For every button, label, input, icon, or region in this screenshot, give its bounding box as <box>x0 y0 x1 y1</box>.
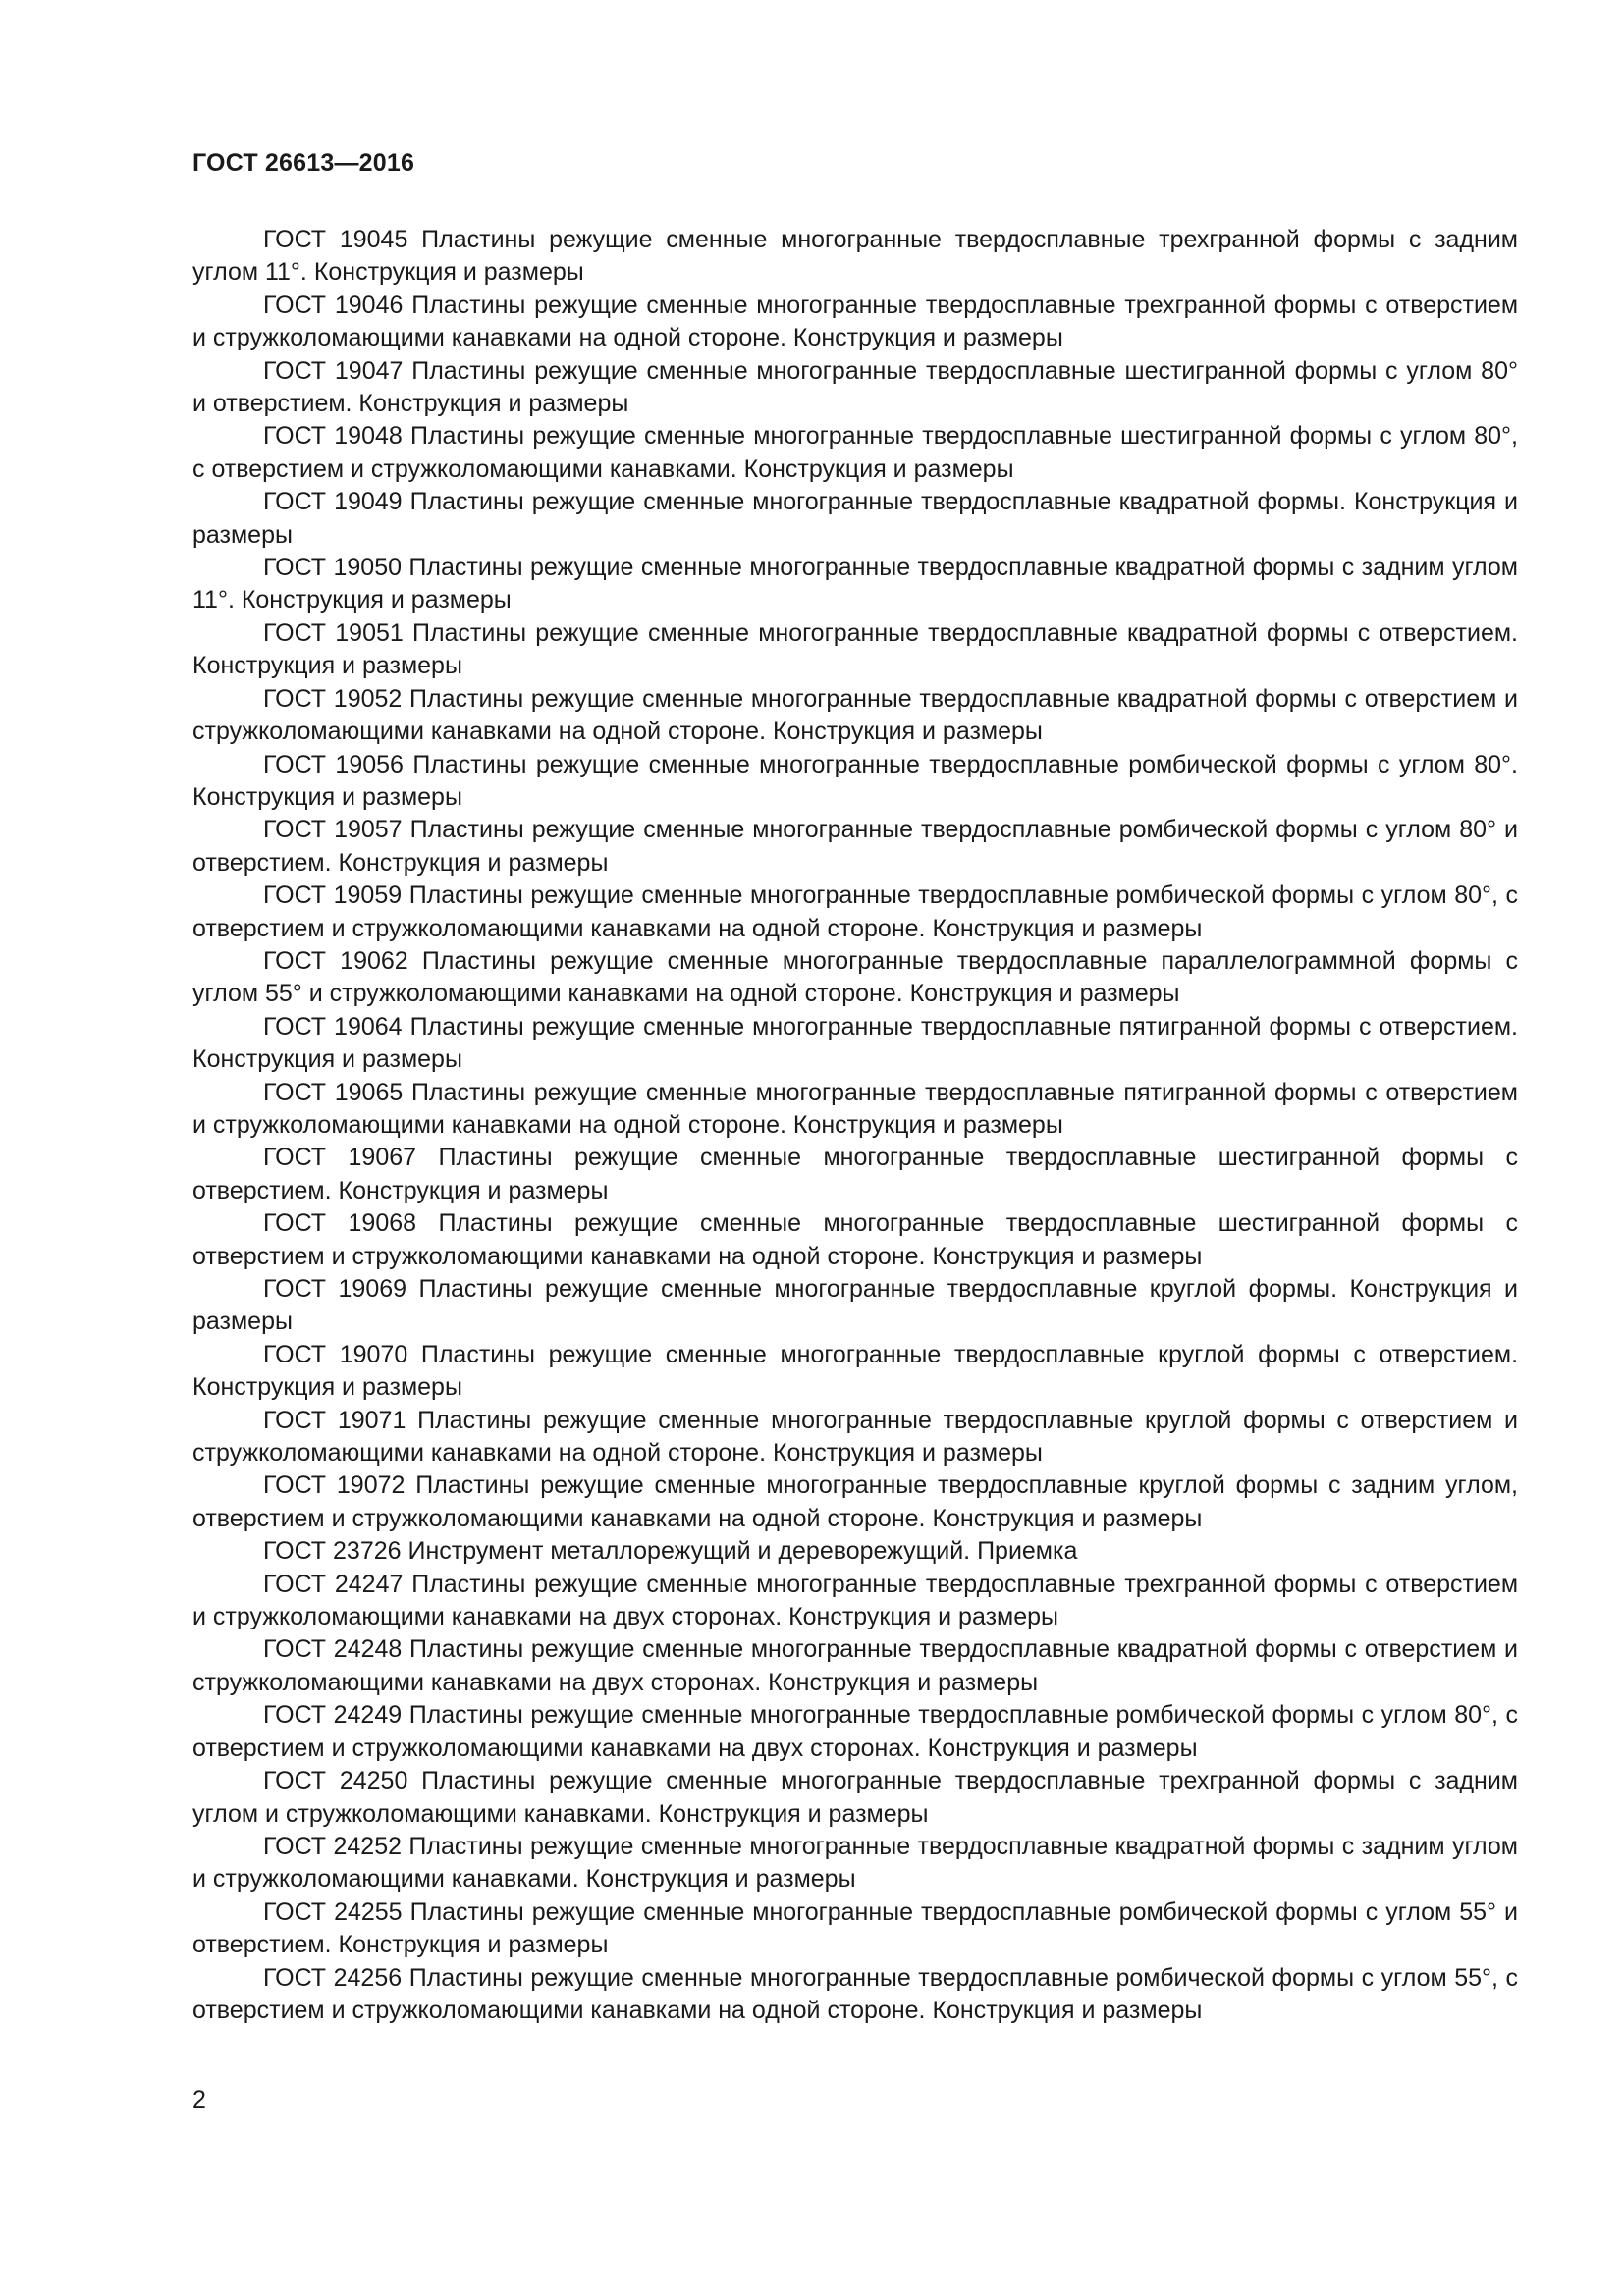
reference-code: ГОСТ 19064 <box>263 1012 403 1041</box>
reference-code: ГОСТ 19062 <box>263 946 408 975</box>
document-header: ГОСТ 26613—2016 <box>192 149 415 177</box>
reference-title: Пластины режущие сменные многогранные твердосплавные круглой формы. Конструкция и размеры <box>192 1275 1518 1336</box>
reference-entry <box>192 1273 1518 1339</box>
reference-entry <box>192 1569 1518 1634</box>
reference-entry <box>192 1633 1518 1699</box>
reference-entry <box>192 290 1518 355</box>
reference-entry <box>192 1405 1518 1470</box>
reference-entry <box>192 1831 1518 1896</box>
reference-entry <box>192 486 1518 552</box>
reference-entry <box>192 1535 1518 1568</box>
reference-title: Пластины режущие сменные многогранные твердосплавные квадратной формы с задним углом 11°. Конструкция и размеры <box>192 554 1518 614</box>
reference-code: ГОСТ 19052 <box>263 684 403 713</box>
reference-title: Пластины режущие сменные многогранные твердосплавные ромбической формы с углом 80°. Конструкция и размеры <box>192 750 1518 811</box>
reference-entry <box>192 420 1518 486</box>
reference-code: ГОСТ 19071 <box>263 1406 406 1434</box>
reference-entry <box>192 552 1518 617</box>
reference-title: Пластины режущие сменные многогранные твердосплавные квадратной формы с отверстием и стружколомающими канавками на двух сторонах. Конструкция и размеры <box>192 1635 1518 1696</box>
reference-entry <box>192 1142 1518 1207</box>
reference-title: Пластины режущие сменные многогранные твердосплавные шестигранной формы с отверстием. Конструкция и размеры <box>192 1144 1518 1204</box>
reference-title: Пластины режущие сменные многогранные твердосплавные параллелограммной формы с углом 55° и стружколомающими канавками на одной стороне. Конструкция и размеры <box>192 946 1518 1008</box>
reference-code: ГОСТ 19072 <box>263 1471 406 1500</box>
reference-entry <box>192 1207 1518 1273</box>
reference-title: Пластины режущие сменные многогранные твердосплавные трехгранной формы с отверстием и стружколомающими канавками на двух сторонах. Конструкция и размеры <box>192 1570 1519 1631</box>
reference-code: ГОСТ 24248 <box>263 1635 403 1664</box>
reference-code: ГОСТ 19046 <box>263 291 404 319</box>
reference-title: Пластины режущие сменные многогранные твердосплавные шестигранной формы с отверстием и стружколомающими канавками на одной стороне. Конструкция и размеры <box>192 1209 1518 1270</box>
reference-code: ГОСТ 19059 <box>263 881 403 910</box>
reference-title: Инструмент металлорежущий и дереворежущий. Приемка <box>407 1537 1078 1566</box>
reference-title: Пластины режущие сменные многогранные твердосплавные квадратной формы с отверстием и стружколомающими канавками на одной стороне. Конструкция и размеры <box>192 684 1518 746</box>
reference-title: Пластины режущие сменные многогранные твердосплавные трехгранной формы с отверстием и стружколомающими канавками на одной стороне. Конструкция и размеры <box>192 291 1519 352</box>
reference-entry <box>192 224 1518 290</box>
reference-entry <box>192 945 1518 1011</box>
reference-entry <box>192 617 1518 683</box>
reference-entry <box>192 1339 1518 1405</box>
reference-title: Пластины режущие сменные многогранные твердосплавные трехгранной формы с задним углом и стружколомающими канавками. Конструкция и размеры <box>192 1767 1518 1828</box>
reference-code: ГОСТ 19056 <box>263 750 404 778</box>
reference-title: Пластины режущие сменные многогранные твердосплавные ромбической формы с углом 80° и отверстием. Конструкция и размеры <box>192 816 1518 877</box>
reference-entry <box>192 1896 1518 1962</box>
reference-entry <box>192 749 1518 815</box>
reference-entry <box>192 1077 1518 1143</box>
normative-references-list <box>192 224 1518 2027</box>
reference-code: ГОСТ 24247 <box>263 1570 404 1598</box>
reference-title: Пластины режущие сменные многогранные твердосплавные шестигранной формы с углом 80° и отверстием. Конструкция и размеры <box>192 356 1518 418</box>
reference-code: ГОСТ 24252 <box>263 1832 402 1860</box>
reference-entry <box>192 1011 1518 1077</box>
reference-title: Пластины режущие сменные многогранные твердосплавные пятигранной формы с отверстием. Конструкция и размеры <box>192 1012 1519 1074</box>
reference-code: ГОСТ 23726 <box>263 1537 402 1566</box>
reference-entry <box>192 1962 1518 2028</box>
reference-code: ГОСТ 19050 <box>263 554 402 582</box>
reference-title: Пластины режущие сменные многогранные твердосплавные квадратной формы с отверстием. Конструкция и размеры <box>192 618 1518 680</box>
reference-title: Пластины режущие сменные многогранные твердосплавные круглой формы с задним углом, отверстием и стружколомающими канавками на одной стороне. Конструкция и размеры <box>192 1471 1519 1532</box>
reference-code: ГОСТ 19048 <box>263 422 403 451</box>
reference-title: Пластины режущие сменные многогранные твердосплавные ромбической формы с углом 80°, с отверстием и стружколомающими канавками на одной стороне. Конструкция и размеры <box>192 881 1518 942</box>
reference-title: Пластины режущие сменные многогранные твердосплавные ромбической формы с углом 55° и отверстием. Конструкция и размеры <box>192 1897 1518 1959</box>
reference-code: ГОСТ 19067 <box>263 1144 417 1172</box>
reference-title: Пластины режущие сменные многогранные твердосплавные круглой формы с отверстием. Конструкция и размеры <box>192 1340 1519 1402</box>
reference-entry <box>192 1699 1518 1765</box>
reference-title: Пластины режущие сменные многогранные твердосплавные квадратной формы. Конструкция и размеры <box>192 488 1518 549</box>
reference-code: ГОСТ 19051 <box>263 618 404 647</box>
reference-code: ГОСТ 19047 <box>263 356 404 385</box>
page-number: 2 <box>192 2086 206 2113</box>
reference-entry <box>192 355 1518 421</box>
reference-title: Пластины режущие сменные многогранные твердосплавные шестигранной формы с углом 80°, с отверстием и стружколомающими канавками. Конструкция и размеры <box>192 422 1518 483</box>
reference-title: Пластины режущие сменные многогранные твердосплавные ромбической формы с углом 80°, с отверстием и стружколомающими канавками на двух сторонах. Конструкция и размеры <box>192 1701 1518 1762</box>
reference-code: ГОСТ 19057 <box>263 816 403 844</box>
reference-entry <box>192 1765 1518 1831</box>
reference-code: ГОСТ 24255 <box>263 1897 403 1926</box>
reference-code: ГОСТ 19049 <box>263 488 403 516</box>
reference-code: ГОСТ 24249 <box>263 1701 403 1730</box>
reference-entry <box>192 1469 1518 1535</box>
reference-entry <box>192 880 1518 945</box>
reference-title: Пластины режущие сменные многогранные твердосплавные трехгранной формы с задним углом 11°. Конструкция и размеры <box>192 226 1518 287</box>
reference-title: Пластины режущие сменные многогранные твердосплавные круглой формы с отверстием и стружколомающими канавками на одной стороне. Конструкция и размеры <box>192 1406 1519 1468</box>
reference-entry <box>192 814 1518 880</box>
reference-title: Пластины режущие сменные многогранные твердосплавные пятигранной формы с отверстием и стружколомающими канавками на одной стороне. Конструкция и размеры <box>192 1078 1518 1139</box>
reference-code: ГОСТ 19045 <box>263 226 408 253</box>
reference-title: Пластины режущие сменные многогранные твердосплавные квадратной формы с задним углом и стружколомающими канавками. Конструкция и размеры <box>192 1832 1518 1894</box>
reference-code: ГОСТ 24256 <box>263 1963 403 1992</box>
reference-code: ГОСТ 19070 <box>263 1340 408 1368</box>
reference-code: ГОСТ 24250 <box>263 1767 408 1795</box>
reference-code: ГОСТ 19068 <box>263 1209 417 1238</box>
reference-entry <box>192 683 1518 749</box>
reference-code: ГОСТ 19065 <box>263 1078 404 1106</box>
reference-title: Пластины режущие сменные многогранные твердосплавные ромбической формы с углом 55°, с отверстием и стружколомающими канавками на одной стороне. Конструкция и размеры <box>192 1963 1518 2024</box>
reference-code: ГОСТ 19069 <box>263 1275 407 1303</box>
